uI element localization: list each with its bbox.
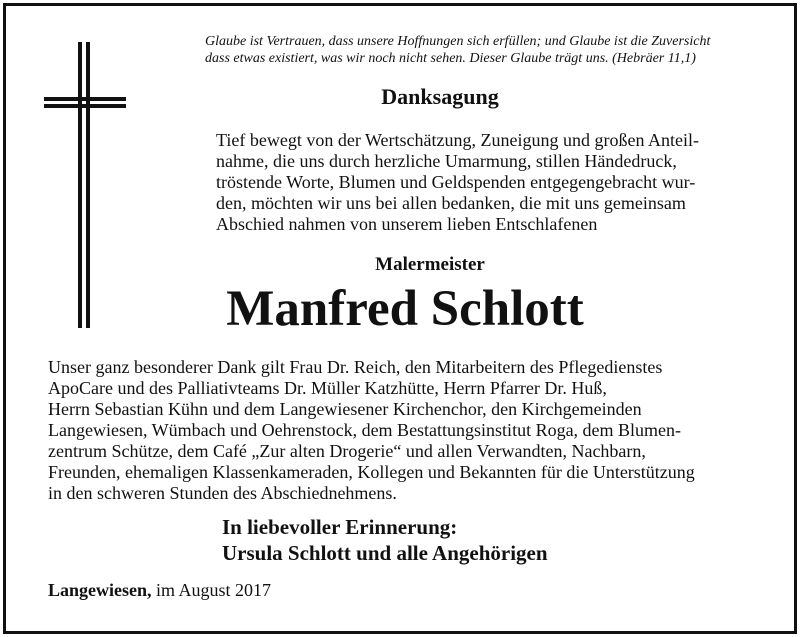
deceased-name: Manfred Schlott [226,281,584,337]
thanks-line: Herrn Sebastian Kühn und dem Langewiesener Kirchenchor, den Kirchgemeinden [48,399,642,419]
memory-line: In liebevoller Erinnerung: [222,515,458,539]
place: Langewiesen, [48,580,152,600]
intro-line: Tief bewegt von der Wertschätzung, Zuneigung und großen Anteil- [216,130,699,150]
thanks-line: ApoCare und des Palliativteams Dr. Müller Katzhütte, Herrn Pfarrer Dr. Huß, [48,378,607,398]
cross-icon [44,42,126,328]
intro-line: tröstende Worte, Blumen und Geldspenden entgegengebracht wur- [216,172,696,192]
intro-line: Abschied nahmen von unserem lieben Entschlafenen [216,214,598,234]
thanks-line: zentrum Schütze, dem Café „Zur alten Drogerie“ und allen Verwandten, Nachbarn, [48,441,646,461]
verse-line: Glaube ist Vertrauen, dass unsere Hoffnungen sich erfüllen; und Glaube ist die Zuversicht [205,34,711,49]
verse-line: dass etwas existiert, was wir noch nicht sehen. Dieser Glaube trägt uns. (Hebräer 11,1) [205,51,696,66]
memory-signature [222,514,762,566]
thanks-line: Unser ganz besonderer Dank gilt Frau Dr. Reich, den Mitarbeitern des Pflegedienstes [48,357,663,377]
thanks-line: Langewiesen, Wümbach und Oehrenstock, dem Bestattungsinstitut Roga, dem Blumen- [48,420,682,440]
date: im August 2017 [156,580,272,600]
thanks-text [48,357,778,504]
heading: Danksagung [381,84,499,109]
bible-verse [205,33,765,67]
intro-line: den, möchten wir uns bei allen bedanken, die mit uns gemeinsam [216,193,686,213]
deceased-title: Malermeister [375,254,485,275]
thanks-line: Freunden, ehemaligen Klassenkameraden, Kollegen und Bekannten für die Unterstützung [48,462,695,482]
thanks-line: in den schweren Stunden des Abschiednehmens. [48,483,397,503]
memory-line: Ursula Schlott und alle Angehörigen [222,541,548,565]
intro-text [216,130,756,235]
intro-line: nahme, die uns durch herzliche Umarmung, stillen Händedruck, [216,151,677,171]
place-date [48,580,448,601]
